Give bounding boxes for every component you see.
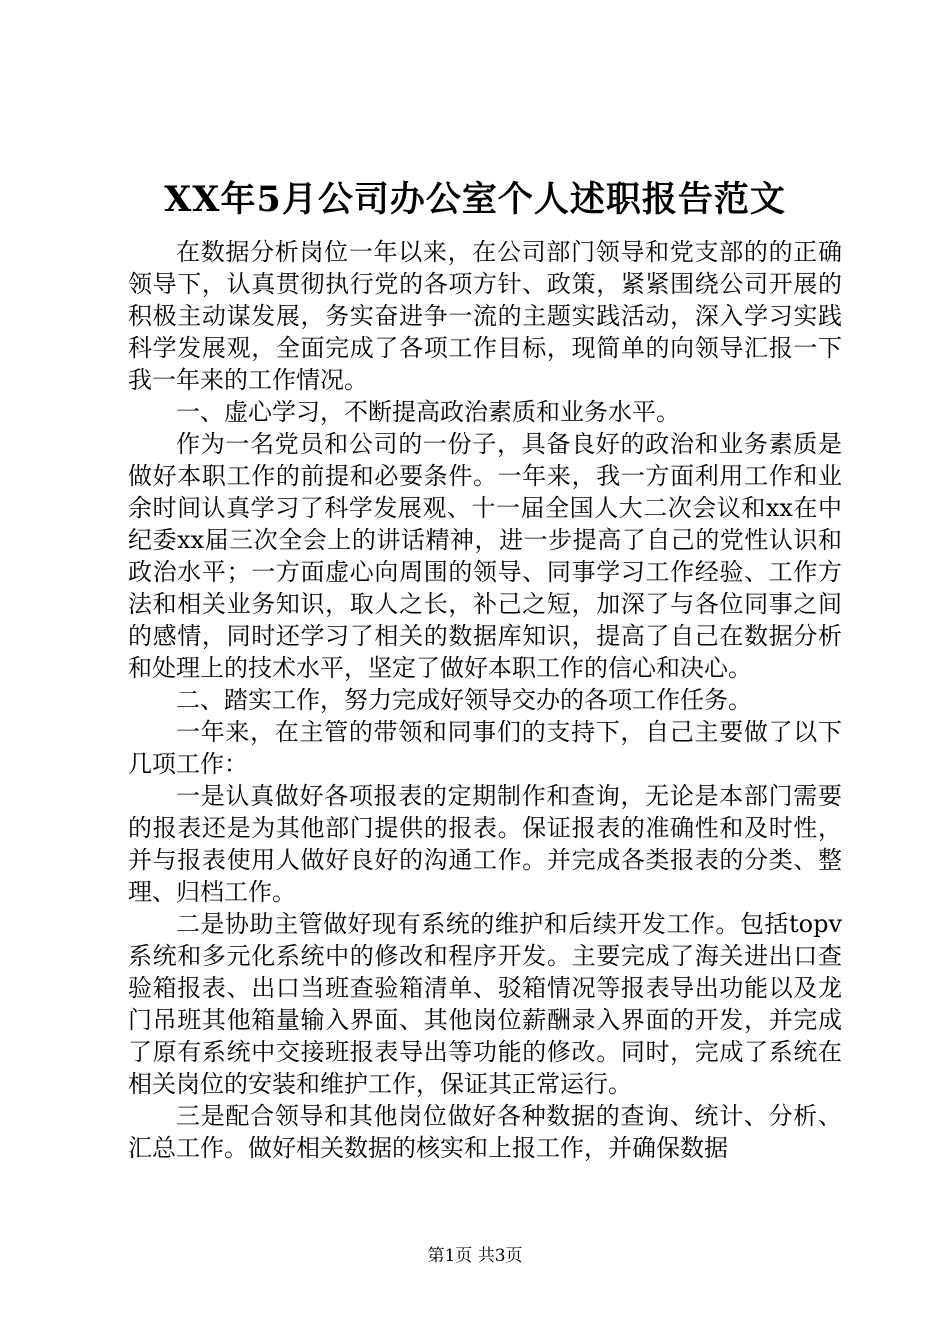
- paragraph: 一年来，在主管的带领和同事们的支持下，自己主要做了以下几项工作：: [128, 718, 842, 778]
- paragraph-intro: 在数据分析岗位一年以来，在公司部门领导和党支部的的正确领导下，认真贯彻执行党的各项方针、政策，紧紧围绕公司开展的积极主动谋发展，务实奋进争一流的主题实践活动，深入学习实践科学发展观，全面完成了各项工作目标，现简单的向领导汇报一下我一年来的工作情况。: [128, 238, 842, 394]
- page-title: XX年5月公司办公室个人述职报告范文: [164, 179, 786, 220]
- section-heading-1: 一、虚心学习，不断提高政治素质和业务水平。: [176, 398, 680, 426]
- section-heading-2: 二、踏实工作，努力完成好领导交办的各项工作任务。: [176, 686, 752, 714]
- page-footer: 第1页 共3页: [427, 1246, 523, 1266]
- paragraph: 二是协助主管做好现有系统的维护和后续开发工作。包括topv系统和多元化系统中的修改和程序开发。主要完成了海关进出口查验箱报表、出口当班查验箱清单、驳箱情况等报表导出功能以及龙门吊班其他箱量输入界面、其他岗位薪酬录入界面的开发，并完成了原有系统中交接班报表导出等功能的修改。同时，完成了系统在相关岗位的安装和维护工作，保证其正常运行。: [128, 910, 842, 1098]
- paragraph: 三是配合领导和其他岗位做好各种数据的查询、统计、分析、汇总工作。做好相关数据的核实和上报工作，并确保数据: [128, 1102, 842, 1162]
- paragraph: 作为一名党员和公司的一份子，具备良好的政治和业务素质是做好本职工作的前提和必要条件。一年来，我一方面利用工作和业余时间认真学习了科学发展观、十一届全国人大二次会议和xx在中纪委xx届三次全会上的讲话精神，进一步提高了自己的党性认识和政治水平；一方面虚心向周围的领导、同事学习工作经验、工作方法和相关业务知识，取人之长，补己之短，加深了与各位同事之间的感情，同时还学习了相关的数据库知识，提高了自己在数据分析和处理上的技术水平，坚定了做好本职工作的信心和决心。: [128, 430, 842, 682]
- document-body: [128, 236, 842, 1164]
- paragraph: 一是认真做好各项报表的定期制作和查询，无论是本部门需要的报表还是为其他部门提供的报表。保证报表的准确性和及时性，并与报表使用人做好良好的沟通工作。并完成各类报表的分类、整理、归档工作。: [128, 782, 842, 906]
